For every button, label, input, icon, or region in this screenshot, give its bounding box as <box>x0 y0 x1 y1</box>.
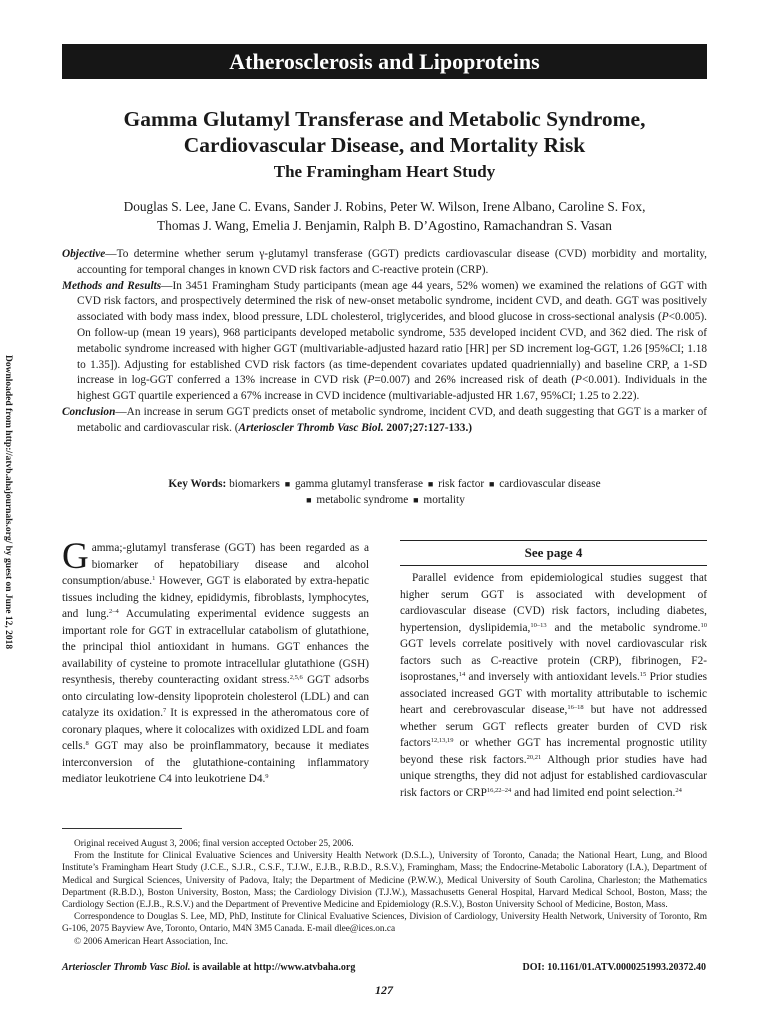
abstract-methods <box>62 279 707 405</box>
footnote-copyright: © 2006 American Heart Association, Inc. <box>74 936 228 947</box>
body-text: or whether GGT has incremental prognostic utility beyond these risk factors. <box>400 737 707 766</box>
drop-cap: G <box>62 536 89 577</box>
abstract-objective <box>62 247 707 279</box>
reference-marker: 7 <box>163 707 167 714</box>
body-text: Parallel evidence from epidemiological studies suggest that higher serum GGT is associated with development of cardiovascular disease (CVD) risk factors, including diabetes, hypertension, dyslipidemia, <box>400 572 707 634</box>
keywords-line-1 <box>62 476 707 492</box>
abstract <box>62 247 707 437</box>
reference-marker: 16,22–24 <box>486 786 512 794</box>
title-line-2: Cardiovascular Disease, and Mortality Risk <box>183 133 586 157</box>
reference-marker: 12,13,19 <box>430 737 454 744</box>
reference-marker: 16–18 <box>567 704 584 711</box>
objective-label: Objective <box>62 248 106 260</box>
title-line-1: Gamma Glutamyl Transferase and Metabolic Syndrome, <box>123 107 646 131</box>
reference-marker: 20,21 <box>526 753 542 761</box>
footnote-received: Original received August 3, 2006; final version accepted October 25, 2006. <box>74 839 354 849</box>
p-value-letter: P <box>367 374 375 387</box>
reference-marker: 24 <box>675 786 682 794</box>
authors-line-2: Thomas J. Wang, Emelia J. Benjamin, Ralph B. D’Agostino, Ramachandran S. Vasan <box>157 218 612 233</box>
abstract-conclusion <box>62 405 707 437</box>
body-text: GGT adsorbs onto circulating low-density lipoprotein cholesterol (LDL) and can catalyze its oxidation. <box>62 674 369 719</box>
conclusion-label: Conclusion <box>62 405 116 418</box>
doi: DOI: 10.1161/01.ATV.0000251993.20372.40 <box>522 962 706 973</box>
body-text: It is expressed in the atheromatous core of coronary plaques, where it colocalizes with oxidized LDL and foam cells. <box>62 707 369 752</box>
citation <box>239 422 472 434</box>
citation-journal: Arterioscler Thromb Vasc Biol. <box>238 421 384 434</box>
keywords <box>62 476 707 508</box>
body-text: and had limited end point selection. <box>511 786 676 799</box>
keywords-label: Key Words: <box>168 478 227 490</box>
methods-text-a: —In 3451 Framingham Study participants (mean age 44 years, 52% women) we examined the relations of GGT with CVD risk factors, and prospectively determined the risk of new-onset metabolic syndrome, incident CVD, and death. GGT was positively associated with body mass index, blood pressure, LDL cholesterol, triglycerides, and blood glucose in cross-sectional analysis ( <box>77 279 707 324</box>
keyword-separator-icon: ■ <box>284 479 291 489</box>
authors-line-1: Douglas S. Lee, Jane C. Evans, Sander J. Robins, Peter W. Wilson, Irene Albano, Caroline S. Fox, <box>123 199 646 214</box>
footnotes <box>62 838 707 948</box>
body-text: and inversely with antioxidant levels. <box>465 671 640 683</box>
journal-name: Arterioscler Thromb Vasc Biol. <box>62 962 191 973</box>
body-column-left <box>62 536 369 788</box>
reference-marker: 2–4 <box>108 608 119 615</box>
keyword-item: cardiovascular disease <box>499 478 601 490</box>
body-text: but have not addressed whether serum GGT reflects greater burden of CVD risk factors <box>400 704 707 749</box>
body-text: Prior studies associated increased GGT with mortality attributable to ischemic heart and cerebrovascular disease, <box>400 671 707 716</box>
body-text: However, GGT is elaborated by extra-hepatic tissues including the kidney, epididymis, fibroblasts, lymphocytes, and lung. <box>62 575 369 620</box>
methods-label: Methods and Results <box>62 279 162 292</box>
keyword-item: mortality <box>423 494 465 506</box>
conclusion-text: —An increase in serum GGT predicts onset of metabolic syndrome, incident CVD, and death suggesting that GGT is a marker of metabolic and cardiovascular risk. ( <box>77 405 707 434</box>
body-text: GGT levels correlate positively with novel cardiovascular risk factors such as C-reactive protein (CRP), fibrinogen, F2-isoprostanes, <box>400 638 707 683</box>
section-banner: Atherosclerosis and Lipoproteins <box>62 44 707 79</box>
methods-text-b: <0.005). On follow-up (mean 19 years), 968 participants developed metabolic syndrome, 535 developed incident CVD, and 362 died. The risk of metabolic syndrome increased with higher GGT (multivariable-adjusted hazard ratio [HR] per SD increment log-GGT, 1.26 [95%CI; 1.18 to 1.35]). Adjusting for established CVD risk factors (as time-dependent covariates updated quadriennially) and baseline CRP, a 1-SD increase in log-GGT conferred a 13% increase in CVD risk ( <box>77 311 707 387</box>
body-text: and the metabolic syndrome. <box>546 621 701 634</box>
reference-marker: 14 <box>458 671 466 678</box>
keyword-separator-icon: ■ <box>489 479 495 489</box>
author-list <box>62 197 707 235</box>
journal-url: is available at http://www.atvbaha.org <box>190 962 356 973</box>
page-number: 127 <box>375 983 393 997</box>
keyword-item: gamma glutamyl transferase <box>295 478 423 490</box>
citation-rest: 2007;27:127-133.) <box>383 421 473 434</box>
footnote-affiliations: From the Institute for Clinical Evaluative Sciences and University Health Network (D.S.L.), University of Toronto, Canada; the National Heart, Lung, and Blood Institute’s Framingham Heart Study (J.C.E., S.J.R., C.S.F., T.J.W., E.J.B., R.B.D., R.S.V.), Framingham, Mass; the Endocrine-Metabolic Laboratory (I.A.), Department of Medical and Surgical Sciences, University of Padova, Italy; the Department of Medicine (P.W.W.), Medical University of South Carolina, Charleston; the Mathematics Department (R.B.D.), Boston University, Boston, Mass; the Cardiology Division (T.J.W.), Massachusetts General Hospital, Harvard Medical School, Boston, Mass; the Cardiology Section (E.J.B., R.S.V.) and the Department of Preventive Medicine and Epidemiology (R.S.V.), Boston University School of Medicine, Boston, Mass. <box>62 851 707 911</box>
body-text: Although prior studies have had unique strengths, they did not adjust for established cardiovascular risk factors or CRP <box>400 753 707 799</box>
p-value-letter: P <box>661 311 669 324</box>
keyword-separator-icon: ■ <box>306 495 312 505</box>
keyword-item: risk factor <box>438 478 485 490</box>
methods-text-d: <0.001). Individuals in the highest GGT quartile experienced a 67% increase in CVD incidence (multivariable-adjusted HR 1.67, 95%CI; 1.25 to 2.22). <box>77 374 707 403</box>
methods-text-c: =0.007) and 26% increased risk of death ( <box>374 374 576 387</box>
keywords-line-2 <box>62 492 707 508</box>
reference-marker: 15 <box>639 671 647 678</box>
reference-marker: 1 <box>152 575 156 582</box>
article-subtitle: The Framingham Heart Study <box>273 162 496 181</box>
keyword-separator-icon: ■ <box>413 495 419 505</box>
body-column-right <box>400 540 707 801</box>
download-watermark <box>3 355 22 650</box>
footnote-correspondence: Correspondence to Douglas S. Lee, MD, PhD, Institute for Clinical Evaluative Sciences, Division of Cardiology, University Health Network, University of Toronto, Rm G-106, 2075 Bayview Ave, Toronto, Ontario, M4N 3M5 Canada. E-mail dlee@ices.on.ca <box>62 912 707 935</box>
body-text: amma;-glutamyl transferase (GGT) has been regarded as a biomarker of hepatobiliary disease and alcohol consumption/abuse. <box>62 542 369 587</box>
reference-marker: 8 <box>85 740 89 747</box>
body-text: GGT may also be proinflammatory, because it mediates interconversion of the glutathione-containing inflammatory mediator leukotriene C4 into leukotriene D4. <box>62 740 369 785</box>
footnote-divider <box>62 828 182 829</box>
reference-marker: 10–13 <box>530 621 547 629</box>
body-text: Accumulating experimental evidence suggests an important role for GGT in extracellular catabolism of glutathione, the principal thiol antioxidant in humans. GGT enhances the availability of cysteine to promote intracellular glutathione (GSH) resynthesis, thereby counteracting oxidant stress. <box>62 608 369 686</box>
keyword-item: metabolic syndrome <box>316 494 409 506</box>
keyword-item: biomarkers <box>229 478 280 490</box>
download-notice: Downloaded from http://atvb.ahajournals.org/ by guest on June 12, 2018 <box>3 355 13 650</box>
reference-marker: 2,5,6 <box>289 674 303 681</box>
see-page-box: See page 4 <box>400 540 707 566</box>
reference-marker: 10 <box>700 621 707 629</box>
reference-marker: 9 <box>265 773 269 780</box>
objective-text: —To determine whether serum γ-glutamyl transferase (GGT) predicts cardiovascular disease (CVD) morbidity and mortality, accounting for temporal changes in known CVD risk factors and C-reactive protein (CRP). <box>77 248 707 276</box>
body-paragraph <box>400 570 707 801</box>
keyword-separator-icon: ■ <box>427 479 434 489</box>
p-value-letter: P <box>575 374 582 387</box>
article-title <box>62 106 707 158</box>
journal-availability <box>62 962 392 973</box>
